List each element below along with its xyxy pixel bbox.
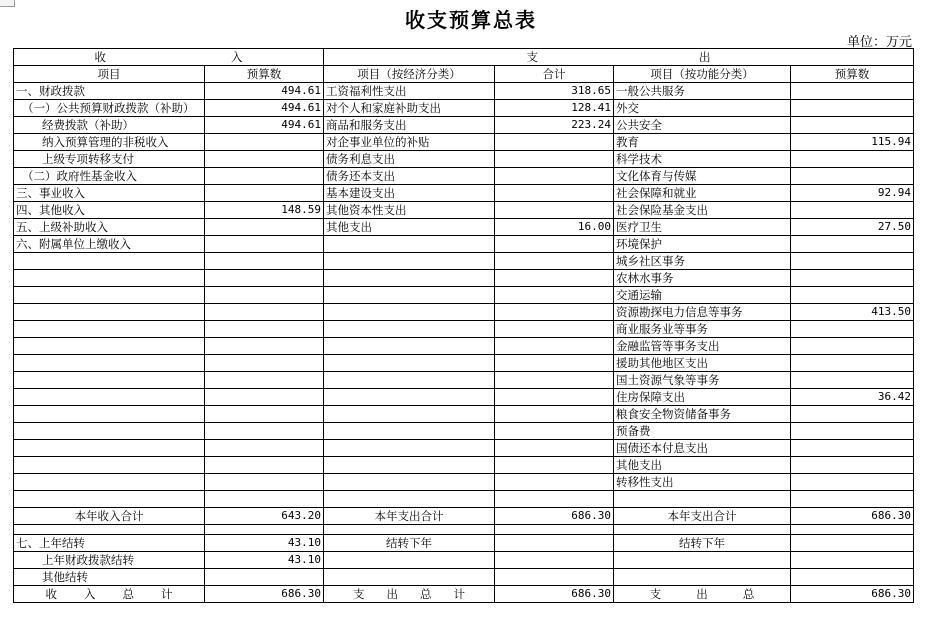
income-budget-cell xyxy=(205,440,324,457)
func-subtotal-value: 686.30 xyxy=(791,508,914,525)
subtotal-row xyxy=(14,508,914,525)
income-item-cell xyxy=(14,423,205,440)
spacer-cell xyxy=(495,525,614,535)
income-budget-cell xyxy=(205,491,324,508)
carry-econ-cell xyxy=(324,569,495,586)
econ-item-cell xyxy=(324,338,495,355)
econ-item-cell: 其他资本性支出 xyxy=(324,202,495,219)
page-title: 收支预算总表 xyxy=(405,8,537,32)
econ-total-cell xyxy=(495,423,614,440)
income-budget-cell xyxy=(205,253,324,270)
econ-total-cell xyxy=(495,151,614,168)
func-item-cell: 社会保障和就业 xyxy=(614,185,791,202)
func-item-cell: 国债还本付息支出 xyxy=(614,440,791,457)
func-item-cell: 城乡社区事务 xyxy=(614,253,791,270)
spacer-cell xyxy=(14,525,205,535)
func-budget-cell xyxy=(791,253,914,270)
income-budget-cell xyxy=(205,134,324,151)
func-budget-cell xyxy=(791,491,914,508)
func-item-cell: 国土资源气象等事务 xyxy=(614,372,791,389)
table-row xyxy=(14,83,914,100)
func-budget-cell xyxy=(791,202,914,219)
func-item-cell: 教育 xyxy=(614,134,791,151)
table-row xyxy=(14,270,914,287)
income-budget-cell xyxy=(205,270,324,287)
carry-row xyxy=(14,535,914,552)
income-subtotal-value: 643.20 xyxy=(205,508,324,525)
income-budget-cell xyxy=(205,474,324,491)
func-item-cell: 医疗卫生 xyxy=(614,219,791,236)
econ-item-cell xyxy=(324,287,495,304)
income-budget-cell xyxy=(205,321,324,338)
carry-func-value xyxy=(791,535,914,552)
col-header-econ: 项目（按经济分类） xyxy=(324,66,495,83)
econ-total-cell xyxy=(495,253,614,270)
econ-item-cell: 债务利息支出 xyxy=(324,151,495,168)
econ-item-cell: 对个人和家庭补助支出 xyxy=(324,100,495,117)
func-budget-cell xyxy=(791,355,914,372)
col-header-total: 合计 xyxy=(495,66,614,83)
income-section-header: 收 入 xyxy=(14,49,324,66)
income-item-cell: （二）政府性基金收入 xyxy=(14,168,205,185)
econ-total-cell xyxy=(495,185,614,202)
econ-total-cell xyxy=(495,457,614,474)
table-row xyxy=(14,151,914,168)
income-budget-cell xyxy=(205,457,324,474)
func-grand-total-label: 支 出 总 xyxy=(614,586,791,603)
income-item-cell xyxy=(14,355,205,372)
income-budget-cell: 494.61 xyxy=(205,117,324,134)
carry-econ-cell: 结转下年 xyxy=(324,535,495,552)
income-budget-cell: 148.59 xyxy=(205,202,324,219)
func-item-cell: 公共安全 xyxy=(614,117,791,134)
income-grand-total-value: 686.30 xyxy=(205,586,324,603)
econ-item-cell xyxy=(324,321,495,338)
income-item-cell xyxy=(14,389,205,406)
func-budget-cell: 36.42 xyxy=(791,389,914,406)
econ-item-cell xyxy=(324,253,495,270)
table-row xyxy=(14,185,914,202)
spacer-cell xyxy=(324,525,495,535)
carry-econ-value xyxy=(495,569,614,586)
carry-func-value xyxy=(791,552,914,569)
table-row xyxy=(14,219,914,236)
carry-econ-value xyxy=(495,535,614,552)
table-row xyxy=(14,253,914,270)
func-budget-cell xyxy=(791,372,914,389)
econ-total-cell xyxy=(495,389,614,406)
income-budget-cell xyxy=(205,168,324,185)
econ-grand-total-label: 支 出 总 计 xyxy=(324,586,495,603)
income-grand-total-label: 收 入 总 计 xyxy=(14,586,205,603)
income-item-cell xyxy=(14,338,205,355)
econ-item-cell xyxy=(324,304,495,321)
carry-income-cell: 七、上年结转 xyxy=(14,535,205,552)
func-budget-cell: 27.50 xyxy=(791,219,914,236)
econ-item-cell: 工资福利性支出 xyxy=(324,83,495,100)
carry-econ-value xyxy=(495,552,614,569)
carry-func-cell: 结转下年 xyxy=(614,535,791,552)
econ-item-cell: 对企事业单位的补贴 xyxy=(324,134,495,151)
func-item-cell: 金融监管等事务支出 xyxy=(614,338,791,355)
income-item-cell: 六、附属单位上缴收入 xyxy=(14,236,205,253)
income-item-cell xyxy=(14,406,205,423)
func-item-cell: 其他支出 xyxy=(614,457,791,474)
econ-total-cell xyxy=(495,406,614,423)
table-row xyxy=(14,491,914,508)
carry-income-value: 43.10 xyxy=(205,552,324,569)
func-grand-total-value: 686.30 xyxy=(791,586,914,603)
func-budget-cell: 92.94 xyxy=(791,185,914,202)
table-row xyxy=(14,117,914,134)
table-row xyxy=(14,474,914,491)
econ-total-cell xyxy=(495,134,614,151)
func-budget-cell xyxy=(791,100,914,117)
table-row xyxy=(14,202,914,219)
carry-row xyxy=(14,552,914,569)
econ-total-cell xyxy=(495,236,614,253)
econ-item-cell: 其他支出 xyxy=(324,219,495,236)
income-item-cell: 五、上级补助收入 xyxy=(14,219,205,236)
econ-total-cell: 16.00 xyxy=(495,219,614,236)
income-budget-cell xyxy=(205,389,324,406)
func-item-cell: 住房保障支出 xyxy=(614,389,791,406)
econ-item-cell xyxy=(324,440,495,457)
econ-total-cell xyxy=(495,321,614,338)
table-row xyxy=(14,134,914,151)
econ-item-cell: 商品和服务支出 xyxy=(324,117,495,134)
carry-income-cell: 其他结转 xyxy=(14,569,205,586)
func-budget-cell xyxy=(791,440,914,457)
income-budget-cell: 494.61 xyxy=(205,100,324,117)
table-row xyxy=(14,389,914,406)
econ-total-cell xyxy=(495,287,614,304)
income-budget-cell xyxy=(205,406,324,423)
spacer-cell xyxy=(791,525,914,535)
func-budget-cell: 115.94 xyxy=(791,134,914,151)
econ-item-cell xyxy=(324,355,495,372)
econ-item-cell: 债务还本支出 xyxy=(324,168,495,185)
table-row xyxy=(14,355,914,372)
econ-total-cell xyxy=(495,202,614,219)
econ-item-cell xyxy=(324,236,495,253)
income-item-cell xyxy=(14,253,205,270)
econ-total-cell xyxy=(495,304,614,321)
income-budget-cell xyxy=(205,423,324,440)
table-row xyxy=(14,423,914,440)
table-row xyxy=(14,236,914,253)
table-row xyxy=(14,440,914,457)
col-header-item: 项目 xyxy=(14,66,205,83)
income-budget-cell xyxy=(205,372,324,389)
table-row xyxy=(14,100,914,117)
econ-total-cell xyxy=(495,270,614,287)
func-budget-cell xyxy=(791,236,914,253)
carry-income-value xyxy=(205,569,324,586)
income-item-cell: （一）公共预算财政拨款（补助） xyxy=(14,100,205,117)
func-item-cell: 文化体育与传媒 xyxy=(614,168,791,185)
expense-section-header: 支 出 xyxy=(324,49,914,66)
func-budget-cell xyxy=(791,457,914,474)
econ-subtotal-label: 本年支出合计 xyxy=(324,508,495,525)
func-budget-cell xyxy=(791,287,914,304)
spacer-row xyxy=(14,525,914,535)
income-budget-cell xyxy=(205,338,324,355)
func-budget-cell xyxy=(791,321,914,338)
func-budget-cell: 413.50 xyxy=(791,304,914,321)
econ-item-cell xyxy=(324,372,495,389)
func-item-cell: 外交 xyxy=(614,100,791,117)
unit-label: 单位：万元 xyxy=(846,35,912,50)
income-item-cell xyxy=(14,270,205,287)
func-item-cell xyxy=(614,491,791,508)
econ-item-cell xyxy=(324,406,495,423)
carry-func-cell xyxy=(614,552,791,569)
econ-total-cell xyxy=(495,474,614,491)
income-item-cell: 经费拨款（补助） xyxy=(14,117,205,134)
table-row xyxy=(14,168,914,185)
func-item-cell: 粮食安全物资储备事务 xyxy=(614,406,791,423)
income-item-cell xyxy=(14,474,205,491)
income-item-cell xyxy=(14,491,205,508)
income-budget-cell xyxy=(205,304,324,321)
econ-total-cell: 318.65 xyxy=(495,83,614,100)
income-budget-cell xyxy=(205,151,324,168)
econ-item-cell: 基本建设支出 xyxy=(324,185,495,202)
budget-table xyxy=(13,48,914,603)
func-budget-cell xyxy=(791,423,914,440)
econ-total-cell xyxy=(495,372,614,389)
carry-income-value: 43.10 xyxy=(205,535,324,552)
econ-total-cell: 223.24 xyxy=(495,117,614,134)
income-item-cell xyxy=(14,287,205,304)
econ-subtotal-value: 686.30 xyxy=(495,508,614,525)
col-header-func: 项目（按功能分类） xyxy=(614,66,791,83)
econ-item-cell xyxy=(324,457,495,474)
income-item-cell xyxy=(14,321,205,338)
func-item-cell: 资源勘探电力信息等事务 xyxy=(614,304,791,321)
econ-total-cell xyxy=(495,355,614,372)
econ-total-cell xyxy=(495,491,614,508)
econ-grand-total-value: 686.30 xyxy=(495,586,614,603)
econ-item-cell xyxy=(324,474,495,491)
table-row xyxy=(14,457,914,474)
func-budget-cell xyxy=(791,406,914,423)
carry-econ-cell xyxy=(324,552,495,569)
func-budget-cell xyxy=(791,151,914,168)
income-item-cell xyxy=(14,440,205,457)
func-budget-cell xyxy=(791,270,914,287)
table-row xyxy=(14,406,914,423)
income-item-cell: 上级专项转移支付 xyxy=(14,151,205,168)
income-item-cell xyxy=(14,372,205,389)
func-budget-cell xyxy=(791,168,914,185)
income-subtotal-label: 本年收入合计 xyxy=(14,508,205,525)
spacer-cell xyxy=(205,525,324,535)
income-item-cell: 三、事业收入 xyxy=(14,185,205,202)
income-budget-cell xyxy=(205,236,324,253)
func-item-cell: 一般公共服务 xyxy=(614,83,791,100)
col-header-budget2: 预算数 xyxy=(791,66,914,83)
func-item-cell: 农林水事务 xyxy=(614,270,791,287)
spacer-cell xyxy=(614,525,791,535)
table-row xyxy=(14,338,914,355)
carry-func-value xyxy=(791,569,914,586)
func-item-cell: 环境保护 xyxy=(614,236,791,253)
carry-income-cell: 上年财政拨款结转 xyxy=(14,552,205,569)
func-item-cell: 交通运输 xyxy=(614,287,791,304)
table-row xyxy=(14,287,914,304)
econ-item-cell xyxy=(324,270,495,287)
func-budget-cell xyxy=(791,117,914,134)
econ-item-cell xyxy=(324,423,495,440)
carry-func-cell xyxy=(614,569,791,586)
income-budget-cell: 494.61 xyxy=(205,83,324,100)
table-row xyxy=(14,321,914,338)
func-item-cell: 转移性支出 xyxy=(614,474,791,491)
income-budget-cell xyxy=(205,219,324,236)
func-item-cell: 援助其他地区支出 xyxy=(614,355,791,372)
func-item-cell: 科学技术 xyxy=(614,151,791,168)
income-item-cell xyxy=(14,304,205,321)
income-budget-cell xyxy=(205,185,324,202)
econ-item-cell xyxy=(324,389,495,406)
econ-total-cell xyxy=(495,168,614,185)
income-budget-cell xyxy=(205,287,324,304)
income-item-cell: 纳入预算管理的非税收入 xyxy=(14,134,205,151)
func-budget-cell xyxy=(791,83,914,100)
income-budget-cell xyxy=(205,355,324,372)
func-item-cell: 预备费 xyxy=(614,423,791,440)
table-row xyxy=(14,304,914,321)
carry-row xyxy=(14,569,914,586)
col-header-budget: 预算数 xyxy=(205,66,324,83)
func-budget-cell xyxy=(791,474,914,491)
income-item-cell: 一、财政拨款 xyxy=(14,83,205,100)
table-row xyxy=(14,372,914,389)
econ-total-cell: 128.41 xyxy=(495,100,614,117)
income-item-cell: 四、其他收入 xyxy=(14,202,205,219)
econ-total-cell xyxy=(495,338,614,355)
func-budget-cell xyxy=(791,338,914,355)
func-item-cell: 社会保险基金支出 xyxy=(614,202,791,219)
econ-total-cell xyxy=(495,440,614,457)
econ-item-cell xyxy=(324,491,495,508)
grand-total-row xyxy=(14,586,914,603)
func-item-cell: 商业服务业等事务 xyxy=(614,321,791,338)
income-item-cell xyxy=(14,457,205,474)
func-subtotal-label: 本年支出合计 xyxy=(614,508,791,525)
